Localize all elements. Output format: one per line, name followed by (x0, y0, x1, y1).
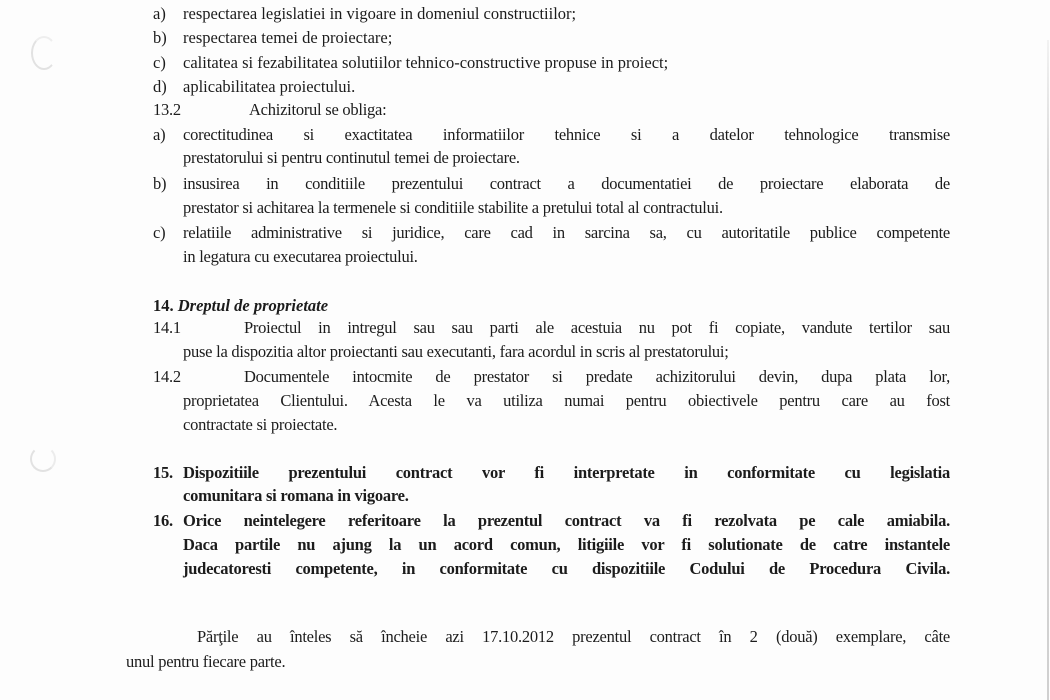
clause-text-line: proprietatea Clientului. Acesta le va utiliza numai pentru obiectivele pentru care au fost (183, 391, 950, 410)
section-heading (153, 296, 328, 316)
section-text-line: judecatoresti competente, in conformitate cu dispozitiile Codului de Procedura Civila. (183, 559, 950, 578)
item-label: a) (153, 4, 166, 23)
closing-text-line: unul pentru fiecare parte. (126, 652, 286, 671)
clause-text-line: Documentele intocmite de prestator si predate achizitorului devin, dupa plata lor, (244, 367, 950, 386)
item-text-line: relatiile administrative si juridice, care cad in sarcina sa, cu autoritatile publice competente (183, 223, 950, 242)
section-text-line: comunitara si romana in vigoare. (183, 486, 409, 505)
section-text-line: Daca partile nu ajung la un acord comun, litigiile vor fi solutionate de catre instantele (183, 535, 950, 554)
item-label: d) (153, 77, 167, 96)
item-label: c) (153, 53, 166, 72)
section-number: 14. (153, 296, 174, 315)
item-text-line: prestator si achitarea la termenele si conditiile stabilite a pretului total al contractului. (183, 198, 723, 217)
item-text-line: prestatorului si pentru continutul temei de proiectare. (183, 148, 520, 167)
clause-text-line: puse la dispozitia altor proiectanti sau executanti, fara acordul in scris al prestatorului; (183, 342, 729, 361)
clause-text-line: Proiectul in intregul sau sau parti ale acestuia nu pot fi copiate, vandute tertilor sau (244, 318, 950, 337)
punch-hole-mark (30, 446, 56, 472)
item-text: aplicabilitatea proiectului. (183, 77, 356, 96)
item-text: calitatea si fezabilitatea solutiilor tehnico-constructive propuse in proiect; (183, 53, 669, 72)
clause-number: 13.2 (153, 100, 181, 119)
item-text: respectarea temei de proiectare; (183, 28, 393, 47)
clause-text-line: contractate si proiectate. (183, 415, 338, 434)
section-number: 16. (153, 511, 173, 530)
punch-hole-mark (31, 36, 57, 70)
item-label: b) (153, 28, 167, 47)
section-text-line: Dispozitiile prezentului contract vor fi interpretate in conformitate cu legislatia (183, 463, 950, 482)
closing-text-line: Părţile au înteles să încheie azi 17.10.2012 prezentul contract în 2 (două) exemplare, câte (197, 627, 950, 646)
section-number: 15. (153, 463, 173, 482)
clause-number: 14.1 (153, 318, 181, 337)
item-label: b) (153, 174, 167, 193)
section-title: Dreptul de proprietate (177, 296, 329, 315)
item-label: c) (153, 223, 166, 242)
clause-title: Achizitorul se obliga: (249, 100, 387, 119)
clause-number: 14.2 (153, 367, 181, 386)
page-edge-line (1047, 40, 1049, 700)
section-text-line: Orice neintelegere referitoare la prezentul contract va fi rezolvata pe cale amiabila. (183, 511, 950, 530)
item-text-line: insusirea in conditiile prezentului contract a documentatiei de proiectare elaborata de (183, 174, 950, 193)
item-text-line: in legatura cu executarea proiectului. (183, 247, 418, 266)
item-label: a) (153, 125, 166, 144)
item-text: respectarea legislatiei in vigoare in domeniul constructiilor; (183, 4, 577, 23)
item-text-line: corectitudinea si exactitatea informatiilor tehnice si a datelor tehnologice transmise (183, 125, 950, 144)
